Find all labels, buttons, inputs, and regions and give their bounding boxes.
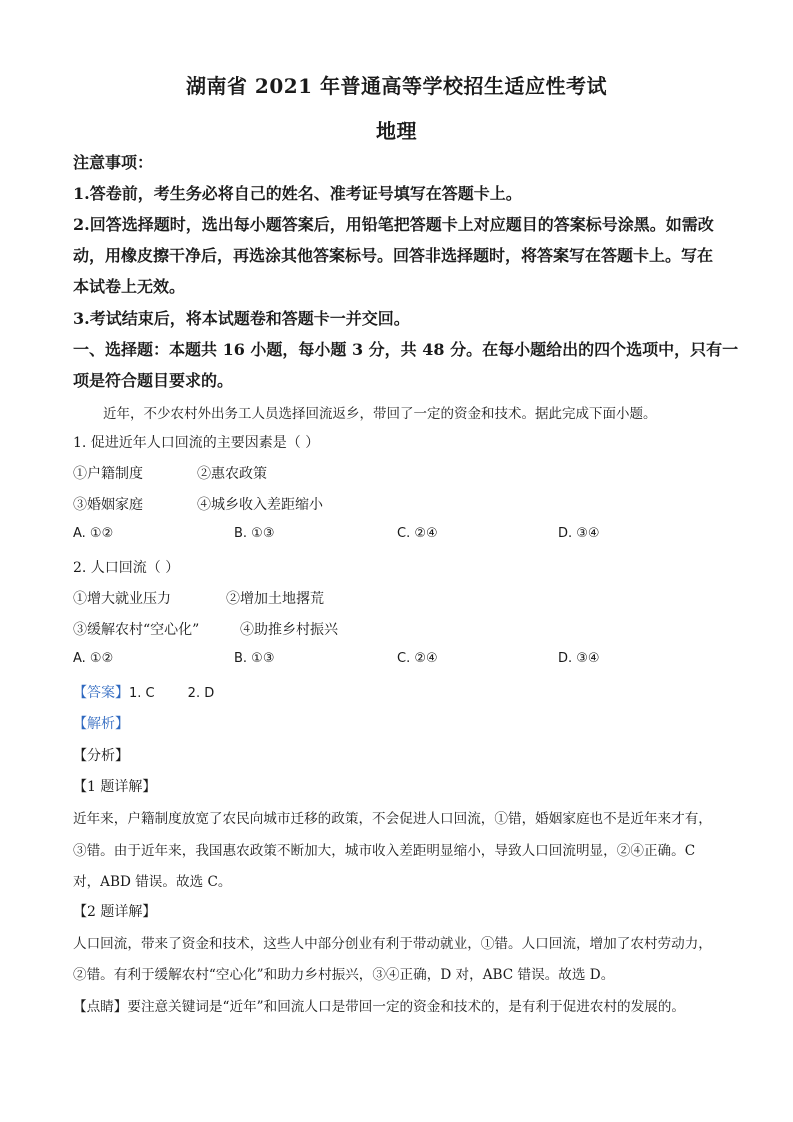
q2-choice-b: B. ①③ bbox=[234, 651, 275, 666]
detail-2-heading: 【2 题详解】 bbox=[73, 904, 157, 920]
passage: 近年，不少农村外出务工人员选择回流返乡，带回了一定的资金和技术。据此完成下面小题。 bbox=[103, 406, 657, 422]
answer-text: 1. C 2. D bbox=[129, 686, 215, 701]
section-heading-line-2: 项是符合题目要求的。 bbox=[73, 371, 234, 390]
q1-stem: 1. 促进近年人口回流的主要因素是（ ） bbox=[73, 435, 320, 451]
q2-stem: 2. 人口回流（ ） bbox=[73, 560, 180, 576]
q2-statement-1: ①增大就业压力 bbox=[73, 591, 171, 607]
q1-statement-1: ①户籍制度 bbox=[73, 466, 143, 482]
detail-1-line-3: 对，ABD 错误。故选 C。 bbox=[73, 874, 232, 890]
q1-statement-2: ②惠农政策 bbox=[197, 466, 267, 482]
q1-statement-4: ④城乡收入差距缩小 bbox=[197, 497, 323, 513]
detail-1-line-2: ③错。由于近年来，我国惠农政策不断加大，城市收入差距明显缩小，导致人口回流明显，②④正确。C bbox=[73, 843, 696, 859]
section-heading-line-1: 一、选择题：本题共 16 小题，每小题 3 分，共 48 分。在每小题给出的四个选项中，只有一 bbox=[73, 340, 739, 359]
notice-item-3: 3.考试结束后，将本试题卷和答题卡一并交回。 bbox=[73, 309, 410, 328]
detail-2-line-1: 人口回流，带来了资金和技术，这些人中部分创业有利于带动就业，①错。人口回流，增加了农村劳动力， bbox=[73, 936, 712, 952]
detail-1-heading: 【1 题详解】 bbox=[73, 779, 157, 795]
notice-item-1: 1.答卷前，考生务必将自己的姓名、准考证号填写在答题卡上。 bbox=[73, 184, 522, 203]
answer-label: 【答案】 bbox=[73, 685, 129, 701]
detail-1-line-1: 近年来，户籍制度放宽了农民向城市迁移的政策，不会促进人口回流，①错，婚姻家庭也不是近年来才有， bbox=[73, 811, 712, 827]
notice-item-2-line-2: 动，用橡皮擦干净后，再选涂其他答案标号。回答非选择题时，将答案写在答题卡上。写在 bbox=[73, 246, 714, 265]
fenxi-label: 【分析】 bbox=[73, 748, 129, 764]
notice-heading: 注意事项： bbox=[73, 153, 154, 172]
q1-statement-3: ③婚姻家庭 bbox=[73, 497, 143, 513]
q2-choice-d: D. ③④ bbox=[558, 651, 600, 666]
q1-choice-a: A. ①② bbox=[73, 526, 114, 541]
subject-title: 地理 bbox=[376, 119, 417, 143]
q1-choice-c: C. ②④ bbox=[397, 526, 438, 541]
q1-choice-b: B. ①③ bbox=[234, 526, 275, 541]
q2-choice-c: C. ②④ bbox=[397, 651, 438, 666]
dianjing-note: 【点睛】要注意关键词是“近年”和回流人口是带回一定的资金和技术的，是有利于促进农村的发展的。 bbox=[73, 999, 686, 1015]
notice-item-2-line-3: 本试卷上无效。 bbox=[73, 277, 186, 296]
analysis-label: 【解析】 bbox=[73, 716, 129, 732]
q2-statement-4: ④助推乡村振兴 bbox=[240, 622, 338, 638]
q2-statement-3: ③缓解农村“空心化” bbox=[73, 622, 200, 638]
q2-choice-a: A. ①② bbox=[73, 651, 114, 666]
q2-statement-2: ②增加土地撂荒 bbox=[226, 591, 324, 607]
detail-2-line-2: ②错。有利于缓解农村“空心化”和助力乡村振兴，③④正确，D 对，ABC 错误。故选 D。 bbox=[73, 967, 615, 983]
exam-title: 湖南省 2021 年普通高等学校招生适应性考试 bbox=[185, 74, 608, 98]
notice-item-2-line-1: 2.回答选择题时，选出每小题答案后，用铅笔把答题卡上对应题目的答案标号涂黑。如需改 bbox=[73, 215, 714, 234]
answer-row bbox=[73, 682, 214, 702]
q1-choice-d: D. ③④ bbox=[558, 526, 600, 541]
